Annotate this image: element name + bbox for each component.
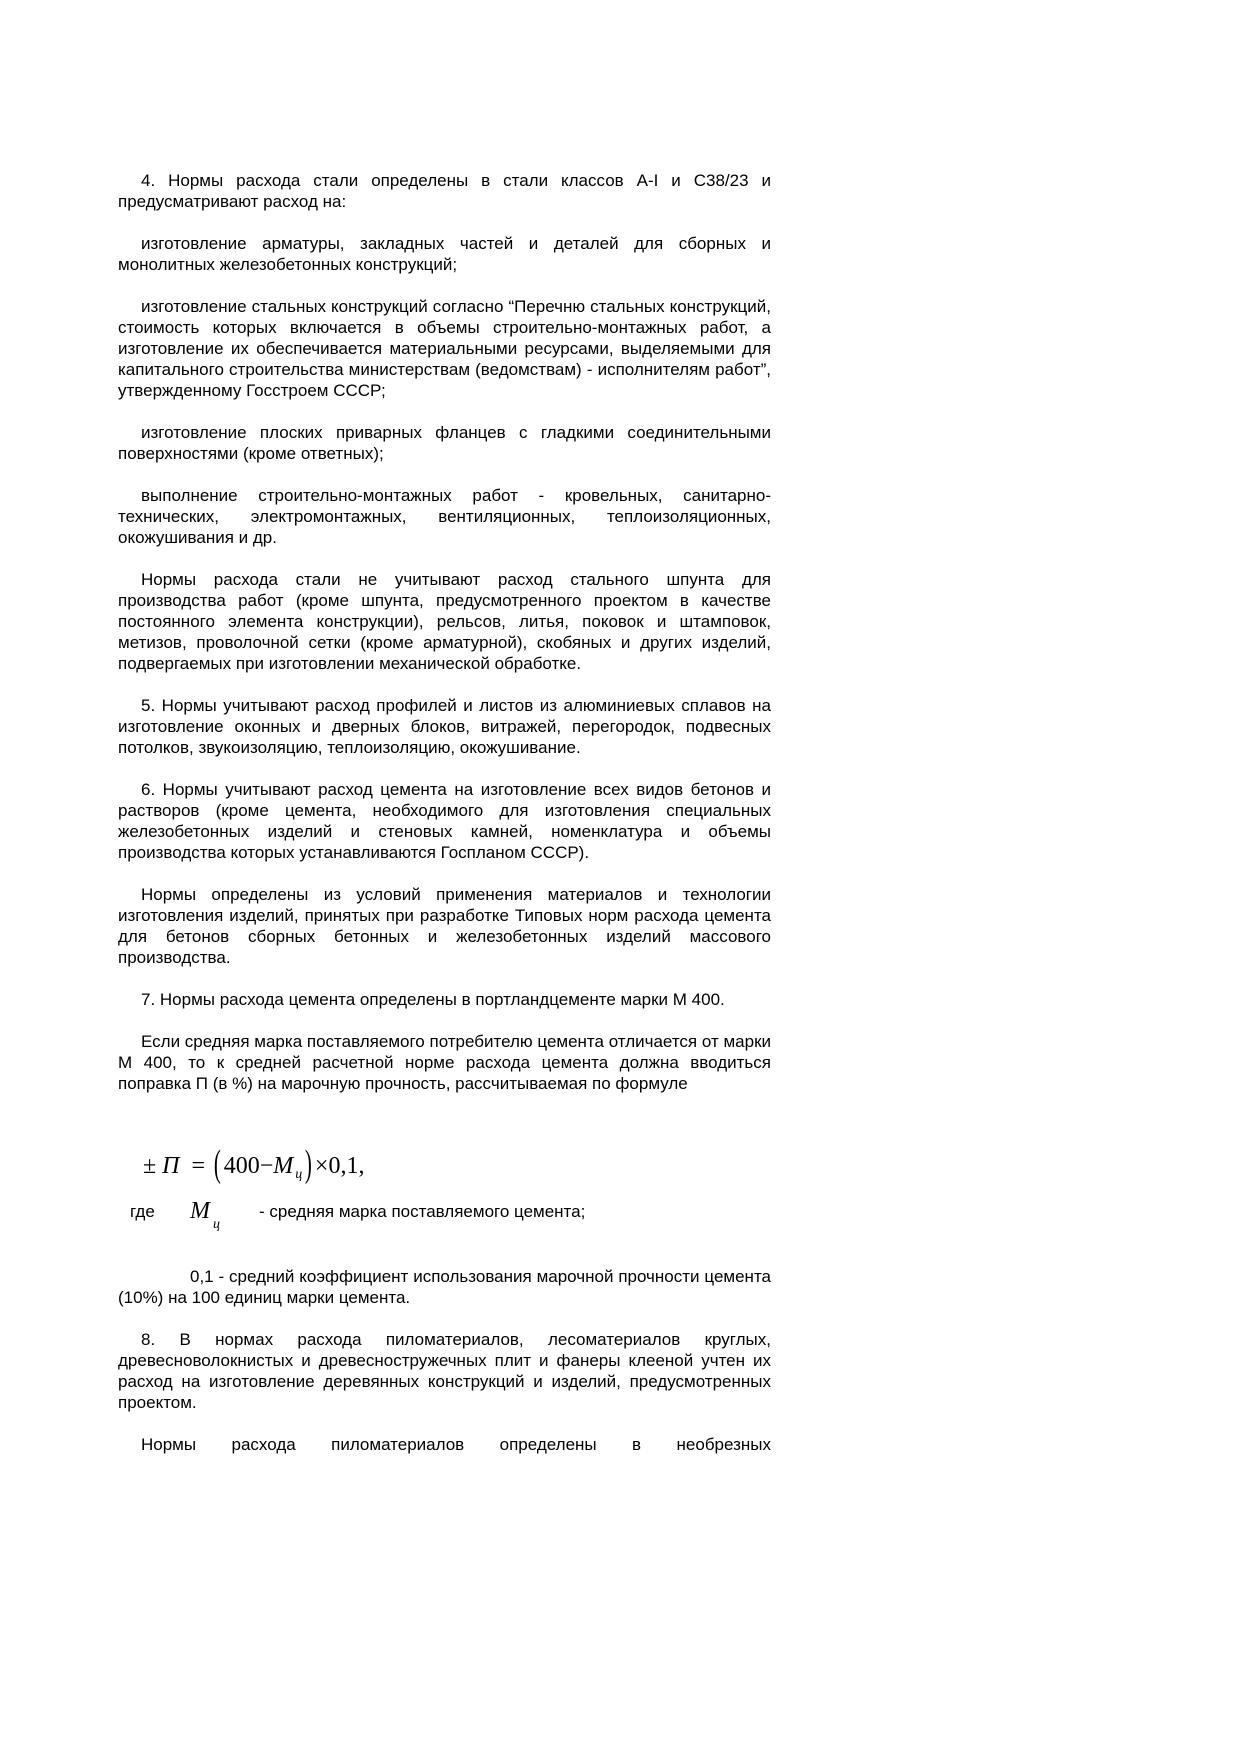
paragraph-correction-intro: Если средняя марка поставляемого потребителю цемента отличается от марки М 400, то к средней расчетной норме расхода цемента должна вводиться поправка П (в %) на марочную прочность, рассчитываемая по формуле [118, 1032, 771, 1093]
paragraph-timber: 8. В нормах расхода пиломатериалов, лесоматериалов круглых, древесноволокнистых и древесностружечных плит и фанеры клееной учтен их расход на изготовление деревянных конструкций и изделий, предусмотренных проектом. [118, 1330, 771, 1412]
formula-times: × [314, 1152, 329, 1179]
formula-var-m: М [273, 1152, 294, 1179]
paragraph-steel-norms: 4. Нормы расхода стали определены в стали классов А-I и С38/23 и предусматривают расход на: [118, 171, 771, 211]
where-symbol [190, 1198, 220, 1232]
paragraph-aluminium: 5. Нормы учитывают расход профилей и листов из алюминиевых сплавов на изготовление оконных и дверных блоков, витражей, перегородок, подвесных потолков, звукоизоляцию, теплоизоляцию, окожушивание. [118, 696, 771, 757]
formula-equals: = [191, 1152, 206, 1179]
document-page [118, 170, 771, 1476]
formula-subscript: ц [295, 1166, 303, 1182]
formula-spacer [118, 1115, 771, 1141]
correction-formula [118, 1141, 771, 1194]
legend-spacer [118, 1250, 771, 1266]
formula-right-paren: ) [305, 1143, 313, 1185]
where-description: - средняя марка поставляемого цемента; [259, 1202, 586, 1221]
paragraph-installation-works: выполнение строительно-монтажных работ - кровельных, санитарно-технических, электромонтажных, вентиляционных, теплоизоляционных, окожушивания и др. [118, 486, 771, 547]
paragraph-cement-conditions: Нормы определены из условий применения материалов и технологии изготовления изделий, принятых при разработке Типовых норм расхода цемента для бетонов сборных бетонных и железобетонных изделий массового производства. [118, 885, 771, 967]
formula-expression [143, 1143, 365, 1185]
where-symbol-letter: М [190, 1198, 210, 1224]
formula-var-p: П [162, 1152, 180, 1179]
paragraph-cement: 6. Нормы учитывают расход цемента на изготовление всех видов бетонов и растворов (кроме цемента, необходимого для изготовления специальных железобетонных изделий и стеновых камней, номенклатура и объемы производства которых устанавливаются Госпланом СССР). [118, 780, 771, 862]
paragraph-rebar: изготовление арматуры, закладных частей и деталей для сборных и монолитных железобетонных конструкций; [118, 234, 771, 274]
where-symbol-subscript: ц [213, 1217, 220, 1232]
formula-left-paren: ( [213, 1143, 221, 1185]
paragraph-steel-exclusions: Нормы расхода стали не учитывают расход стального шпунта для производства работ (кроме шпунта, предусмотренного проектом в качестве постоянного элемента конструкции), рельсов, литья, поковок и штамповок, метизов, проволочной сетки (кроме арматурной), скобяных и других изделий, подвергаемых при изготовлении механической обработке. [118, 570, 771, 673]
where-word: где [130, 1202, 155, 1221]
formula-plus-minus: ± [143, 1152, 157, 1179]
paragraph-flanges: изготовление плоских приварных фланцев с гладкими соединительными поверхностями (кроме ответных); [118, 423, 771, 463]
paragraph-portland-cement: 7. Нормы расхода цемента определены в портландцементе марки М 400. [141, 990, 725, 1009]
formula-constant: 400 [223, 1152, 260, 1179]
formula-minus: − [259, 1152, 274, 1179]
paragraph-steel-structures: изготовление стальных конструкций согласно “Перечню стальных конструкций, стоимость которых включается в объемы строительно-монтажных работ, а изготовление их обеспечивается материальными ресурсами, выделяемыми для капитального строительства министерствам (ведомствам) - исполнителям работ”, утвержденному Госстроем СССР; [118, 297, 771, 400]
paragraph-coefficient: 0,1 - средний коэффициент использования марочной прочности цемента (10%) на 100 единиц марки цемента. [118, 1267, 771, 1307]
paragraph-lumber-norms: Нормы расхода пиломатериалов определены в необрезных [141, 1435, 771, 1454]
formula-legend [118, 1194, 771, 1250]
formula-factor: 0,1, [328, 1152, 365, 1179]
